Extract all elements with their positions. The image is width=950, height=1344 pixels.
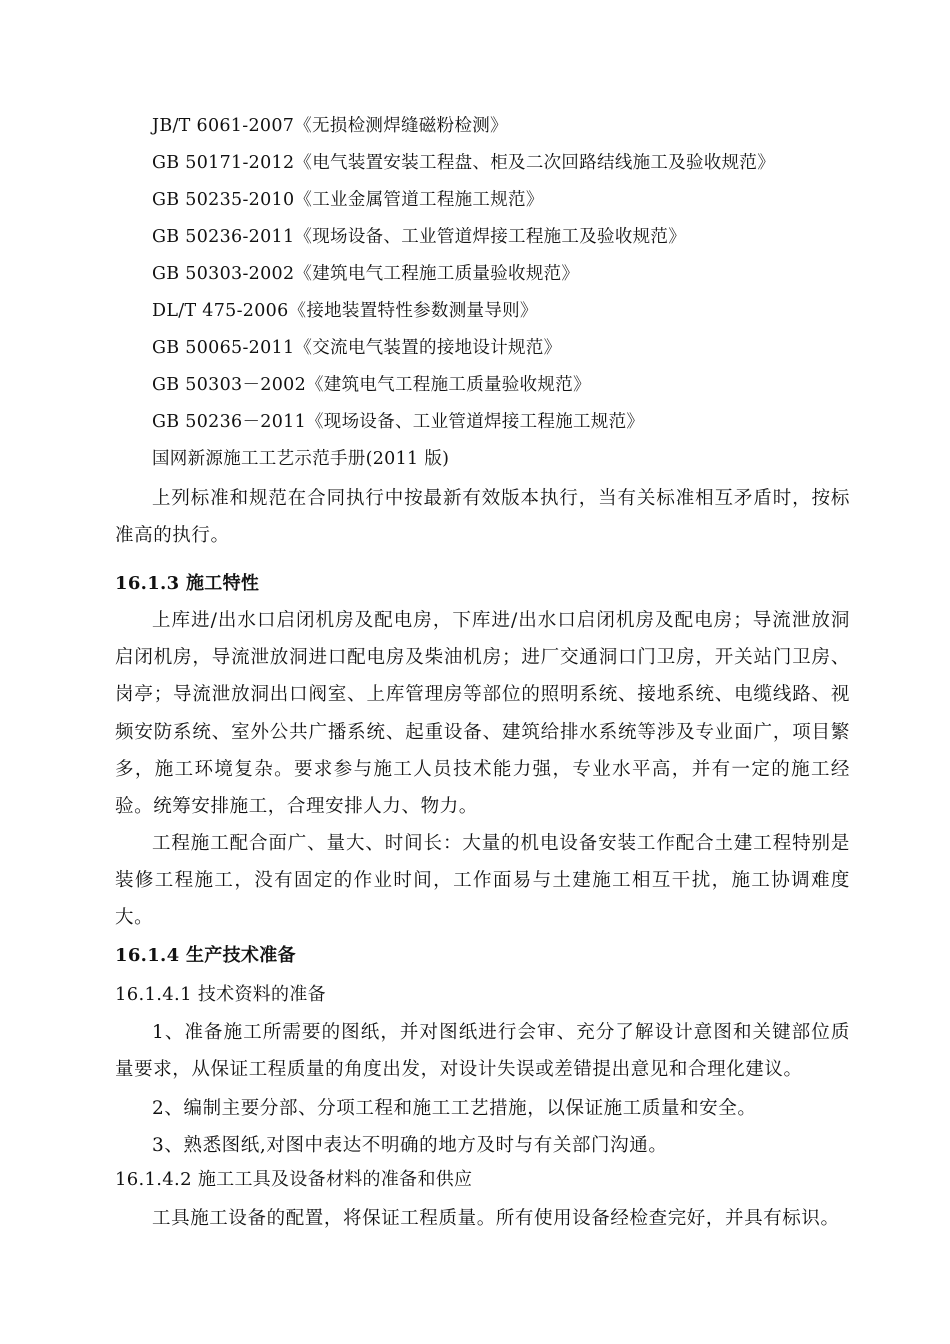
standard-item: DL/T 475-2006《接地装置特性参数测量导则》 [152,301,538,321]
tools-equipment-paragraph: 工具施工设备的配置，将保证工程质量。所有使用设备经检查完好，并具有标识。 [152,1208,840,1229]
construction-features-paragraph: 上库进/出水口启闭机房及配电房，下库进/出水口启闭机房及配电房；导流泄放洞启闭机房，导流泄放洞进口配电房及柴油机房；进厂交通洞口门卫房，开关站门卫房、岗亭；导流泄放洞出口阀室、上库管理房等部位的照明系统、接地系统、电缆线路、视频安防系统、室外公共广播系统、起重设备、建筑给排水系统等涉及专业面广，项目繁多，施工环境复杂。要求参与施工人员技术能力强，专业水平高，并有一定的施工经验。统筹安排施工，合理安排人力、物力。 [115,610,850,818]
standard-item: GB 50236－2011《现场设备、工业管道焊接工程施工规范》 [152,412,645,432]
standard-item: 国网新源施工工艺示范手册(2011 版) [152,449,450,469]
list-item: 3、熟悉图纸,对图中表达不明确的地方及时与有关部门沟通。 [152,1135,668,1156]
standard-item: GB 50303-2002《建筑电气工程施工质量验收规范》 [152,264,580,284]
coordination-paragraph: 工程施工配合面广、量大、时间长：大量的机电设备安装工作配合土建工程特别是装修工程施工，没有固定的作业时间，工作面易与土建施工相互干扰，施工协调难度大。 [115,833,850,929]
list-item: 1、准备施工所需要的图纸，并对图纸进行会审、充分了解设计意图和关键部位质量要求，从保证工程质量的角度出发，对设计失误或差错提出意见和合理化建议。 [115,1022,850,1081]
section-heading-16-1-3: 16.1.3 施工特性 [115,573,260,594]
standard-item: GB 50236-2011《现场设备、工业管道焊接工程施工及验收规范》 [152,227,687,247]
subsection-heading-16-1-4-2: 16.1.4.2 施工工具及设备材料的准备和供应 [115,1169,473,1190]
standard-item: GB 50235-2010《工业金属管道工程施工规范》 [152,190,544,210]
list-item: 2、编制主要分部、分项工程和施工工艺措施，以保证施工质量和安全。 [152,1098,757,1119]
standards-note-paragraph: 上列标准和规范在合同执行中按最新有效版本执行，当有关标准相互矛盾时，按标准高的执行。 [115,488,850,547]
standard-item: JB/T 6061-2007《无损检测焊缝磁粉检测》 [152,116,508,136]
subsection-heading-16-1-4-1: 16.1.4.1 技术资料的准备 [115,984,326,1005]
standard-item: GB 50065-2011《交流电气装置的接地设计规范》 [152,338,562,358]
section-heading-16-1-4: 16.1.4 生产技术准备 [115,945,296,966]
standard-item: GB 50171-2012《电气装置安装工程盘、柜及二次回路结线施工及验收规范》 [152,153,776,173]
standard-item: GB 50303－2002《建筑电气工程施工质量验收规范》 [152,375,591,395]
